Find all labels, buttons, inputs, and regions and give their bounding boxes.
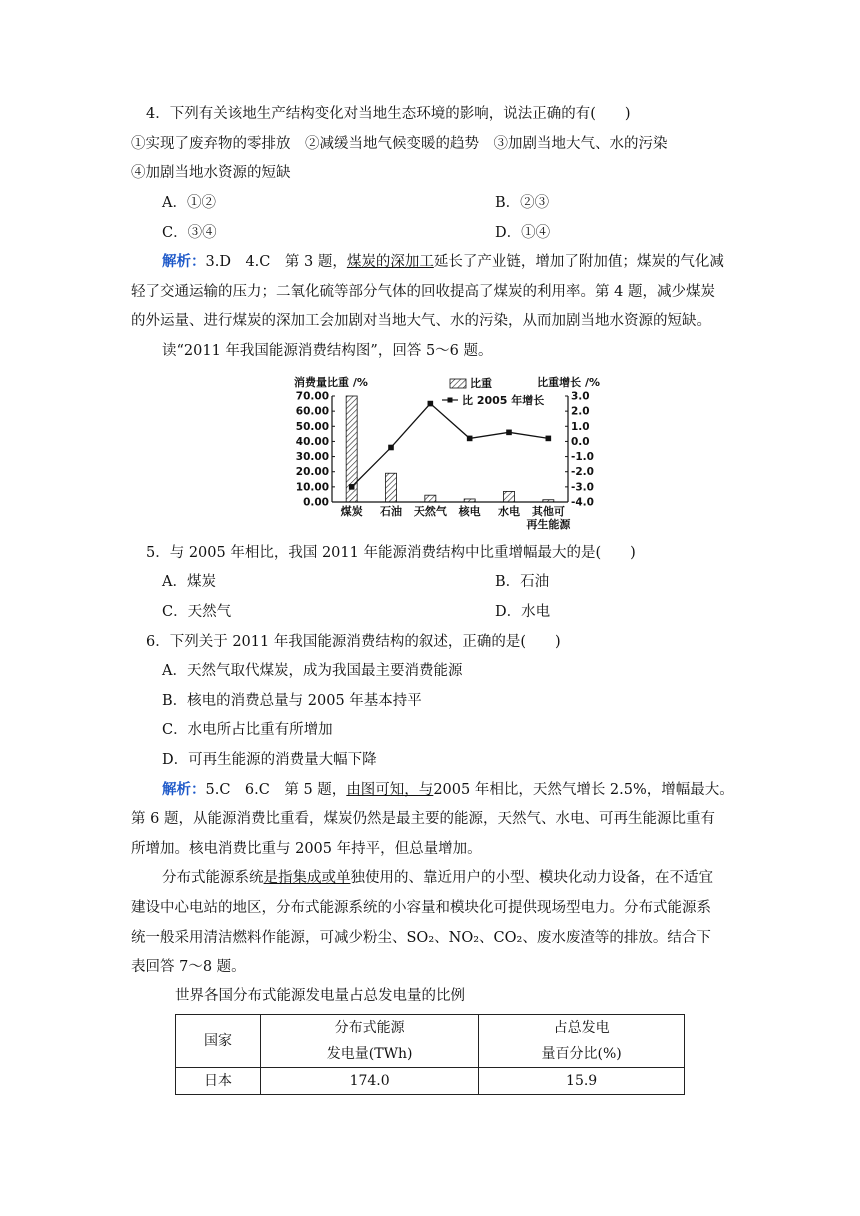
- right-tick-label: -2.0: [571, 466, 594, 479]
- paragraph-text: 分布式能源系统: [162, 870, 264, 886]
- energy-structure-chart: [292, 372, 602, 532]
- answer-underlined: 煤炭的深加工: [346, 254, 434, 270]
- q4-option-a: A．①②: [162, 195, 216, 211]
- growth-point-其他可再生能源: [546, 436, 552, 442]
- read-intro: 读“2011 年我国能源消费结构图”，回答 5～6 题。: [162, 343, 493, 359]
- growth-point-水电: [506, 430, 512, 436]
- answer-3-4-line1: [162, 252, 724, 272]
- paragraph-line2: 建设中心电站的地区，分布式能源系统的小容量和模块化可提供现场型电力。分布式能源系: [131, 900, 711, 916]
- right-tick-label: 0.0: [571, 435, 590, 448]
- growth-point-煤炭: [349, 484, 355, 490]
- q4-items-line2: ④加剧当地水资源的短缺: [131, 165, 291, 181]
- legend-line-marker: [448, 398, 453, 403]
- q4-option-b: B．②③: [495, 195, 550, 211]
- answer-text: 5.C 6.C 第 5 题，: [205, 782, 347, 798]
- growth-line: [352, 404, 549, 487]
- category-label: 天然气: [413, 505, 447, 518]
- q5-option-d: D．水电: [495, 604, 551, 620]
- bar-核电: [464, 499, 475, 502]
- q6-option-d: D．可再生能源的消费量大幅下降: [162, 752, 377, 768]
- paragraph-line1: [162, 868, 713, 888]
- answer-label: 解析：: [162, 781, 206, 798]
- q5-option-a: A．煤炭: [162, 574, 216, 590]
- q4-option-d: D．①④: [495, 225, 551, 241]
- bar-水电: [504, 491, 515, 502]
- answer-3-4-line2: 轻了交通运输的压力；二氧化硫等部分气体的回收提高了煤炭的利用率。第 4 题，减少煤炭: [131, 284, 715, 300]
- bar-天然气: [425, 495, 436, 502]
- growth-point-核电: [467, 436, 473, 442]
- q6-option-b: B．核电的消费总量与 2005 年基本持平: [162, 693, 422, 709]
- header-generation-line1: 分布式能源: [334, 1020, 405, 1036]
- paragraph-line3: 统一般采用清洁燃料作能源，可减少粉尘、SO₂、NO₂、CO₂、废水废渣等的排放。结合下: [131, 930, 711, 946]
- category-label: 其他可: [531, 505, 565, 518]
- category-label: 水电: [498, 505, 520, 518]
- left-tick-label: 50.00: [295, 420, 329, 433]
- left-tick-label: 20.00: [295, 466, 329, 479]
- q5-option-b: B．石油: [495, 574, 550, 590]
- left-axis-title: 消费量比重 /%: [294, 376, 368, 389]
- left-tick-label: 0.00: [303, 496, 329, 509]
- cell-percent: 15.9: [479, 1068, 685, 1095]
- q4-items-line1: ①实现了废弃物的零排放 ②减缓当地气候变暖的趋势 ③加剧当地大气、水的污染: [131, 136, 668, 152]
- growth-point-石油: [388, 445, 394, 451]
- header-percent: [479, 1015, 685, 1068]
- category-label: 再生能源: [526, 518, 571, 531]
- right-tick-label: 3.0: [571, 390, 590, 403]
- header-country: 国家: [176, 1015, 261, 1068]
- cell-country: 日本: [176, 1068, 261, 1095]
- category-label: 核电: [458, 505, 481, 518]
- answer-label: 解析：: [162, 253, 206, 270]
- energy-table: [175, 1014, 685, 1095]
- header-percent-line2: 量百分比(%): [541, 1046, 622, 1062]
- left-tick-label: 70.00: [295, 390, 329, 403]
- cell-generation: 174.0: [261, 1068, 479, 1095]
- header-generation: [261, 1015, 479, 1068]
- right-axis-title: 比重增长 /%: [537, 376, 600, 389]
- paragraph-text: 独使用的、靠近用户的小型、模块化动力设备，在不适宜: [350, 870, 713, 886]
- paragraph-line4: 表回答 7～8 题。: [131, 959, 246, 975]
- q4-stem: 4．下列有关该地生产结构变化对当地生态环境的影响，说法正确的有( ): [146, 106, 631, 122]
- bar-石油: [386, 473, 397, 502]
- answer-text: 延长了产业链，增加了附加值；煤炭的气化减: [433, 254, 724, 270]
- legend-bar-label: 比重: [470, 377, 492, 390]
- q4-option-c: C．③④: [162, 225, 217, 241]
- legend-line-label: 比 2005 年增长: [462, 394, 545, 407]
- q6-option-c: C．水电所占比重有所增加: [162, 722, 333, 738]
- right-tick-label: 2.0: [571, 405, 590, 418]
- table-header-row: [176, 1015, 685, 1068]
- left-tick-label: 10.00: [295, 481, 329, 494]
- answer-text: 2005 年相比，天然气增长 2.5%，增幅最大。: [433, 782, 734, 798]
- category-label: 石油: [380, 505, 402, 518]
- answer-3-4-line3: 的外运量、进行煤炭的深加工会加剧对当地大气、水的污染，从而加剧当地水资源的短缺。: [131, 313, 711, 329]
- left-tick-label: 30.00: [295, 451, 329, 464]
- right-tick-label: -1.0: [571, 451, 594, 464]
- q5-stem: 5．与 2005 年相比，我国 2011 年能源消费结构中比重增幅最大的是( ): [146, 545, 636, 561]
- q5-option-c: C．天然气: [162, 604, 232, 620]
- table-row: [176, 1068, 685, 1095]
- q6-option-a: A．天然气取代煤炭，成为我国最主要消费能源: [162, 663, 463, 679]
- growth-point-天然气: [428, 401, 434, 407]
- header-generation-line2: 发电量(TWh): [326, 1046, 413, 1062]
- right-tick-label: -4.0: [571, 496, 594, 509]
- q6-stem: 6．下列关于 2011 年我国能源消费结构的叙述，正确的是( ): [146, 634, 561, 650]
- answer-text: 3.D 4.C 第 3 题，: [205, 254, 347, 270]
- right-tick-label: 1.0: [571, 420, 590, 433]
- table-caption: 世界各国分布式能源发电量占总发电量的比例: [175, 988, 465, 1004]
- answer-5-6-line3: 所增加。核电消费比重与 2005 年持平，但总量增加。: [131, 841, 482, 857]
- right-tick-label: -3.0: [571, 481, 594, 494]
- header-percent-line1: 占总发电: [553, 1020, 610, 1036]
- answer-5-6-line1: [162, 780, 734, 800]
- bar-其他可再生能源: [543, 500, 554, 502]
- legend-bar-swatch: [450, 379, 466, 388]
- left-tick-label: 40.00: [295, 435, 329, 448]
- answer-5-6-line2: 第 6 题，从能源消费比重看，煤炭仍然是最主要的能源，天然气、水电、可再生能源比重有: [131, 811, 715, 827]
- answer-underlined: 由图可知，与: [346, 782, 434, 798]
- category-label: 煤炭: [340, 505, 363, 518]
- left-tick-label: 60.00: [295, 405, 329, 418]
- paragraph-underlined: 是指集成或单: [263, 870, 351, 886]
